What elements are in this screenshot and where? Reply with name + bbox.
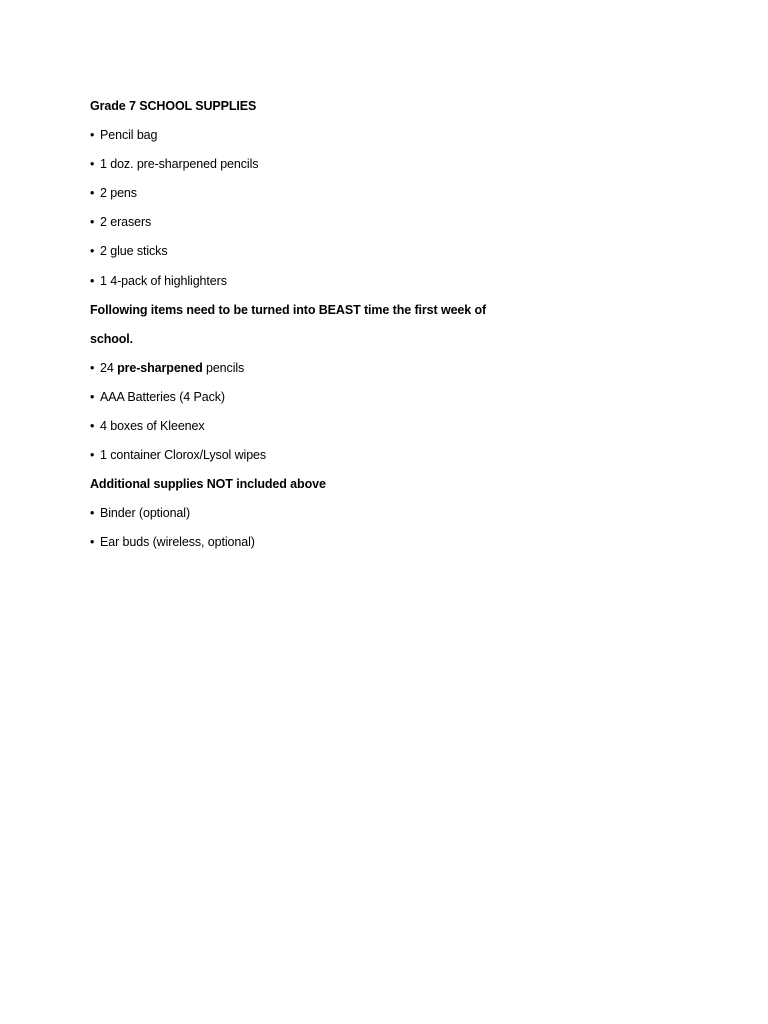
list-item: [90, 499, 510, 528]
list-item-emphasis: pre-sharpened: [117, 360, 203, 375]
bullet-icon: •: [90, 128, 95, 143]
list-item-text: Ear buds (wireless, optional): [100, 535, 255, 550]
list-item-prefix: 24: [100, 360, 118, 375]
list-item-text: Pencil bag: [100, 128, 158, 143]
list-item: [90, 383, 510, 412]
bullet-icon: •: [90, 244, 95, 259]
section-heading-turn-in-line1: Following items need to be turned into BEAST time the first week of: [90, 302, 487, 317]
list-item: [90, 121, 510, 150]
bullet-icon: •: [90, 506, 95, 521]
list-item: [90, 441, 510, 470]
bullet-icon: •: [90, 535, 95, 550]
list-item-text: AAA Batteries (4 Pack): [100, 389, 225, 404]
bullet-icon: •: [90, 186, 95, 201]
bullet-icon: •: [90, 215, 95, 230]
list-item-suffix: pencils: [202, 360, 245, 375]
list-item-text: 4 boxes of Kleenex: [100, 419, 205, 434]
bullet-icon: •: [90, 448, 95, 463]
list-item-text: 2 glue sticks: [100, 244, 168, 259]
section-heading-additional: Additional supplies NOT included above: [90, 477, 326, 492]
list-item: [90, 179, 510, 208]
bullet-icon: •: [90, 389, 95, 404]
section-heading-turn-in-line2: school.: [90, 331, 134, 346]
bullet-icon: •: [90, 157, 95, 172]
list-item: [90, 237, 510, 266]
list-item-text: Binder (optional): [100, 506, 191, 521]
list-item: [90, 267, 510, 296]
document-content: [90, 92, 510, 558]
list-item: [90, 208, 510, 237]
list-item-text: 1 container Clorox/Lysol wipes: [100, 448, 267, 463]
list-item-text: 1 doz. pre-sharpened pencils: [100, 157, 259, 172]
list-item: [90, 412, 510, 441]
document-title: Grade 7 SCHOOL SUPPLIES: [90, 99, 257, 113]
bullet-icon: •: [90, 419, 95, 434]
list-item-text: 2 pens: [100, 186, 137, 201]
bullet-icon: •: [90, 360, 95, 375]
list-item-text: 1 4-pack of highlighters: [100, 273, 227, 288]
list-item-text: 2 erasers: [100, 215, 152, 230]
bullet-icon: •: [90, 273, 95, 288]
list-item: [90, 150, 510, 179]
list-item: [90, 528, 510, 557]
list-item: [90, 354, 510, 383]
